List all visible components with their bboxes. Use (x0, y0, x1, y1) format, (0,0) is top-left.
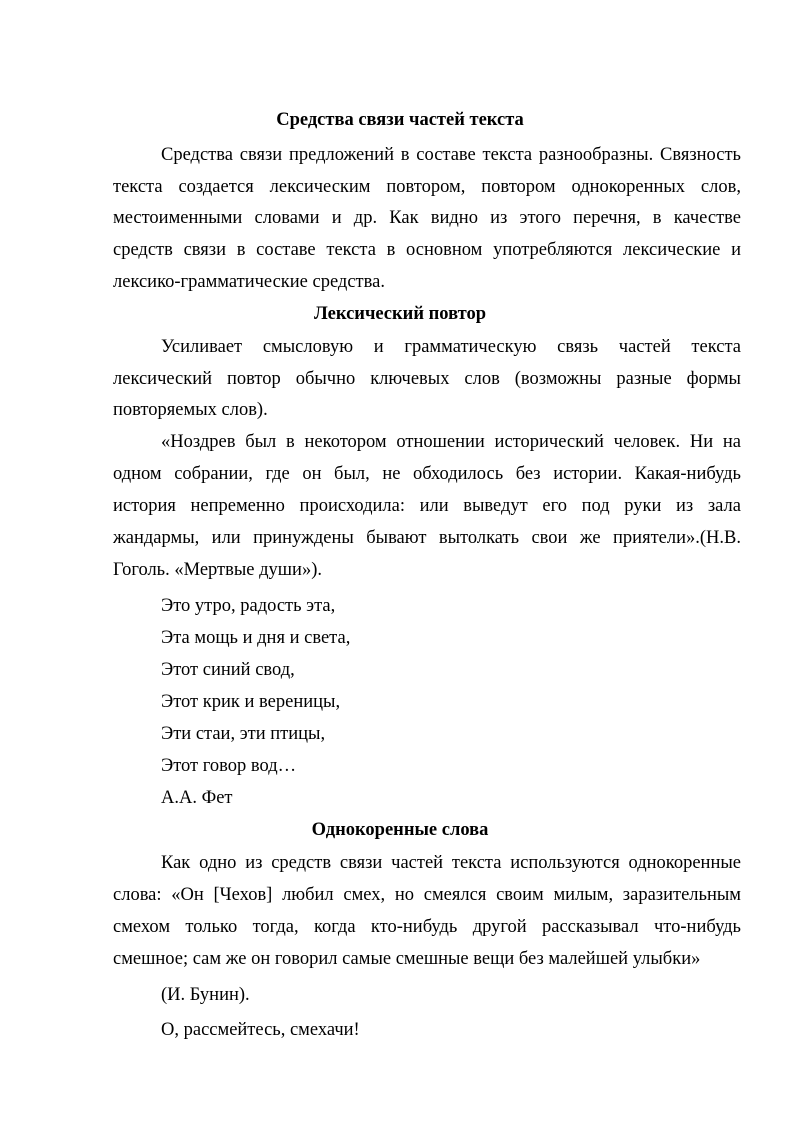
paragraph-line: средств связи в составе текста в основном употребляются лексические и (113, 240, 741, 260)
paragraph-line: Средства связи предложений в составе текста разнообразны. Связность (161, 145, 741, 165)
paragraph-line: смешное; сам же он говорил самые смешные вещи без малейшей улыбки» (113, 949, 701, 969)
poem-line: Этот крик и вереницы, (161, 692, 341, 712)
paragraph-line: слова: «Он [Чехов] любил смех, но смеялся своим милым, заразительным (113, 885, 741, 905)
citation-line: (И. Бунин). (161, 985, 250, 1005)
paragraph-line: лексико-грамматические средства. (113, 272, 385, 292)
paragraph-line: Усиливает смысловую и грамматическую связь частей текста (161, 337, 741, 357)
poem-author: А.А. Фет (161, 788, 233, 808)
poem-line: Это утро, радость эта, (161, 596, 336, 616)
paragraph-line: повторяемых слов). (113, 400, 268, 420)
heading-text-links: Средства связи частей текста (276, 110, 524, 130)
poem-line: Этот говор вод… (161, 756, 297, 776)
quote-line: история непременно происходила: или выведут его под руки из зала (113, 496, 741, 516)
paragraph-line: лексический повтор обычно ключевых слов (возможны разные формы (113, 369, 741, 389)
heading-cognate-words: Однокоренные слова (311, 820, 489, 840)
paragraph-line: смехом только тогда, когда кто-нибудь другой рассказывал что-нибудь (113, 917, 741, 937)
quote-line: одном собрании, где он был, не обходилось без истории. Какая-нибудь (113, 464, 741, 484)
poem-line: Эти стаи, эти птицы, (161, 724, 326, 744)
heading-lexical-repetition: Лексический повтор (314, 304, 486, 324)
poem-line: Этот синий свод, (161, 660, 295, 680)
quote-line: «Ноздрев был в некотором отношении исторический человек. Ни на (161, 432, 741, 452)
paragraph-line: текста создается лексическим повтором, повтором однокоренных слов, (113, 177, 741, 197)
quote-line: жандармы, или принуждены бывают вытолкать свои же приятели».(Н.В. (113, 528, 741, 548)
poem-line: Эта мощь и дня и света, (161, 628, 351, 648)
quote-line: Гоголь. «Мертвые души»). (113, 560, 322, 580)
paragraph-line: О, рассмейтесь, смехачи! (161, 1020, 360, 1040)
paragraph-line: Как одно из средств связи частей текста используются однокоренные (161, 853, 741, 873)
paragraph-line: местоименными словами и др. Как видно из этого перечня, в качестве (113, 208, 741, 228)
